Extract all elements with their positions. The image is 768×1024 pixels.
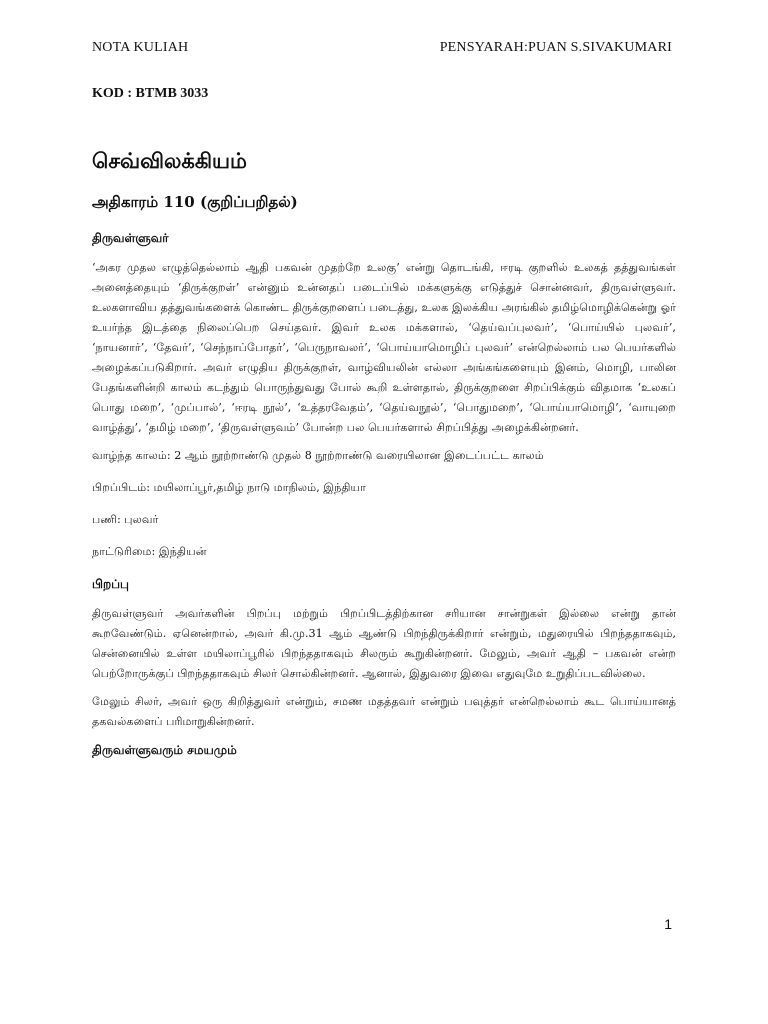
religion-heading: திருவள்ளுவரும் சமயமும் bbox=[92, 743, 237, 757]
religion-paragraph: மேலும் சிலர், அவர் ஒரு கிறித்துவர் என்றும், சமண மதத்தவர் என்றும் பவுத்தர் என்றெல்லாம் கூட பொய்யானத் தகவல்களைப் பரிமாறுகின்றனர். bbox=[92, 695, 676, 728]
page-number: 1 bbox=[664, 916, 672, 932]
lived-period-line: வாழ்ந்த காலம்: 2 ஆம் நூற்றாண்டு முதல் 8 நூற்றாண்டு வரையிலான இடைப்பட்ட காலம் bbox=[92, 449, 544, 462]
course-code: KOD : BTMB 3033 bbox=[92, 86, 209, 101]
intro-paragraph: ‘அகர முதல எழுத்தெல்லாம் ஆதி பகவன் முதற்றே உலகு’ என்று தொடங்கி, ஈரடி குறளில் உலகத் தத்துவங்கள் அனைத்தையும் ‘திருக்குறள்’ என்னும் உன்னதப் படைப்பில் மக்களுக்கு எடுத்துச் சொன்னவர், திருவள்ளுவர். உலகளாவிய தத்துவங்களைக் கொண்ட திருக்குறளைப் படைத்து, உலக இலக்கிய அரங்கில் தமிழ்மொழிக்கென்று ஓர் உயர்ந்த இடத்தை நிலைப்பெற செய்தவர். இவர் உலக மக்களால், ‘தெய்வப்புலவர்’, ‘பொய்யில் புலவர்’, ‘நாயனார்’, ‘தேவர்’, ‘செந்நாப்போதர்’, ‘பெருநாவலர்’, ‘பொய்யாமொழிப் புலவர்’ என்றெல்லாம் பல பெயர்களில் அழைக்கப்படுகிறார். அவர் எழுதிய திருக்குறள், வாழ்வியலின் எல்லா அங்கங்களையும் இனம், மொழி, பாலின பேதங்களின்றி காலம் கடந்தும் பொருந்துவது போல் கூறி உள்ளதால், திருக்குறளை சிறப்பிக்கும் விதமாக ‘உலகப் பொது மறை’, ‘முப்பால்’, ‘ஈரடி நூல்’, ‘உத்தரவேதம்’, ‘தெய்வநூல்’, ‘பொதுமறை’, ‘பொய்யாமொழி’, ‘வாயுறை வாழ்த்து’, ‘தமிழ் மறை’, ‘திருவள்ளுவம்’ போன்ற பல பெயர்களால் சிறப்பித்து அழைக்கின்றனர். bbox=[92, 261, 676, 434]
birth-heading: பிறப்பு bbox=[92, 577, 129, 591]
header-right-label: PENSYARAH:PUAN S.SIVAKUMARI bbox=[439, 40, 672, 55]
author-heading: திருவள்ளுவர் bbox=[92, 231, 169, 245]
nationality-line: நாட்டுரிமை: இந்தியன் bbox=[92, 545, 207, 558]
birthplace-line: பிறப்பிடம்: மயிலாப்பூர்,தமிழ் நாடு மாநிலம், இந்தியா bbox=[92, 481, 366, 494]
header-left-label: NOTA KULIAH bbox=[92, 40, 189, 55]
document-body bbox=[92, 146, 676, 770]
chapter-heading: அதிகாரம் 110 (குறிப்பறிதல்) bbox=[92, 193, 298, 211]
occupation-line: பணி: புலவர் bbox=[92, 513, 159, 526]
page-title: செவ்விலக்கியம் bbox=[92, 148, 247, 173]
birth-paragraph: திருவள்ளுவர் அவர்களின் பிறப்பு மற்றும் பிறப்பிடத்திற்கான சரியான சான்றுகள் இல்லை என்று தான் கூறவேண்டும். ஏனென்றால், அவர் கி.மு.31 ஆம் ஆண்டு பிறந்திருக்கிறார் என்றும், மதுரையில் பிறந்ததாகவும், சென்னையில் உள்ள மயிலாப்பூரில் பிறந்ததாகவும் சிலரும் கூறுகின்றனர். மேலும், அவர் ஆதி – பகவன் என்ற பெற்றோருக்குப் பிறந்ததாகவும் சிலர் சொல்கின்றனர். ஆனால், இதுவரை இவை எதுவுமே உறுதிப்படவில்லை. bbox=[92, 607, 676, 680]
